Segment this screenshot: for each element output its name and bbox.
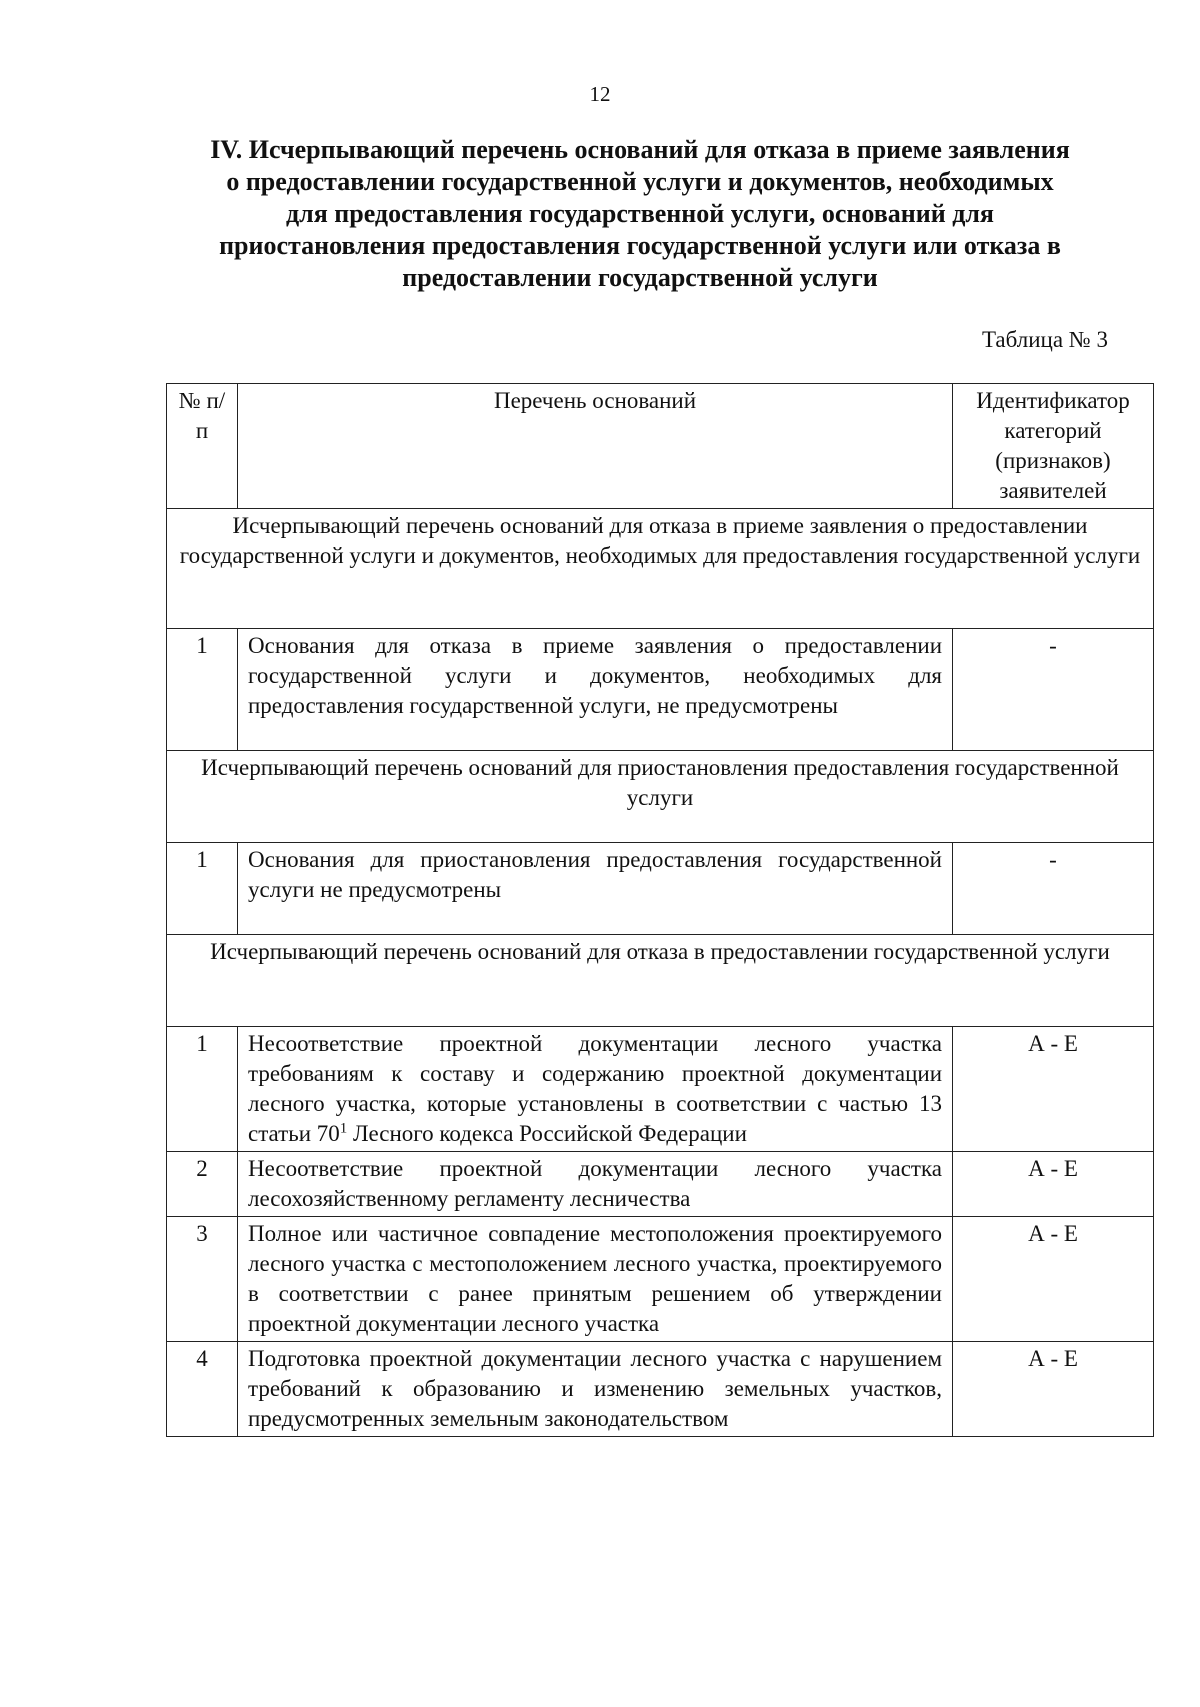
- header-list: Перечень оснований: [238, 384, 953, 509]
- row-id: А - Е: [953, 1027, 1154, 1152]
- row-text: Основания для приостановления предоставления государственной услуги не предусмотрены: [238, 843, 953, 935]
- group-title: Исчерпывающий перечень оснований для отказа в приеме заявления о предоставлении государственной услуги и документов, необходимых для предоставления государственной услуги: [167, 509, 1154, 629]
- row-num: 4: [167, 1342, 238, 1437]
- table-row: [167, 1027, 1154, 1152]
- row-text: Основания для отказа в приеме заявления о предоставлении государственной услуги и документов, необходимых для предоставления государственной услуги, не предусмотрены: [238, 629, 953, 751]
- header-num: № п/п: [167, 384, 238, 509]
- group-header-row: [167, 509, 1154, 629]
- row-id: А - Е: [953, 1217, 1154, 1342]
- table-row: [167, 1342, 1154, 1437]
- grounds-table: [166, 383, 1154, 1437]
- header-id: Идентификатор категорий (признаков) заявителей: [953, 384, 1154, 509]
- section-title-line: предоставлении государственной услуги: [402, 263, 878, 292]
- group-header-row: [167, 751, 1154, 843]
- superscript: 1: [339, 1120, 348, 1137]
- row-id: А - Е: [953, 1342, 1154, 1437]
- section-title: [150, 134, 1130, 294]
- table-row: [167, 1217, 1154, 1342]
- group-header-row: [167, 935, 1154, 1027]
- row-text: Полное или частичное совпадение местоположения проектируемого лесного участка с местоположением лесного участка, проектируемого в соответствии с ранее принятым решением об утверждении проектной документации лесного участка: [238, 1217, 953, 1342]
- row-text-part: Лесного кодекса Российской Федерации: [347, 1121, 747, 1146]
- row-num: 1: [167, 629, 238, 751]
- row-num: 1: [167, 1027, 238, 1152]
- row-id: -: [953, 843, 1154, 935]
- table-row: [167, 843, 1154, 935]
- table-row: [167, 1152, 1154, 1217]
- table-header-row: [167, 384, 1154, 509]
- table-label: Таблица № 3: [981, 327, 1108, 352]
- row-num: 2: [167, 1152, 238, 1217]
- section-title-line: приостановления предоставления государственной услуги или отказа в: [219, 231, 1061, 260]
- table-row: [167, 629, 1154, 751]
- row-num: 3: [167, 1217, 238, 1342]
- section-title-line: IV. Исчерпывающий перечень оснований для отказа в приеме заявления: [210, 135, 1070, 164]
- section-title-line: о предоставлении государственной услуги и документов, необходимых: [226, 167, 1054, 196]
- row-text: Несоответствие проектной документации лесного участка лесохозяйственному регламенту лесничества: [238, 1152, 953, 1217]
- row-text: Подготовка проектной документации лесного участка с нарушением требований к образованию и изменению земельных участков, предусмотренных земельным законодательством: [238, 1342, 953, 1437]
- group-title: Исчерпывающий перечень оснований для отказа в предоставлении государственной услуги: [167, 935, 1154, 1027]
- row-id: -: [953, 629, 1154, 751]
- page-number: 12: [589, 82, 611, 106]
- row-text-part: Несоответствие проектной документации лесного участка требованиям к составу и содержанию проектной документации лесного участка, которые установлены в соответствии с частью 13 статьи 70: [248, 1031, 942, 1146]
- row-id: А - Е: [953, 1152, 1154, 1217]
- row-num: 1: [167, 843, 238, 935]
- section-title-line: для предоставления государственной услуги, оснований для: [285, 199, 995, 228]
- row-text: [238, 1027, 953, 1152]
- group-title: Исчерпывающий перечень оснований для приостановления предоставления государственной услуги: [167, 751, 1154, 843]
